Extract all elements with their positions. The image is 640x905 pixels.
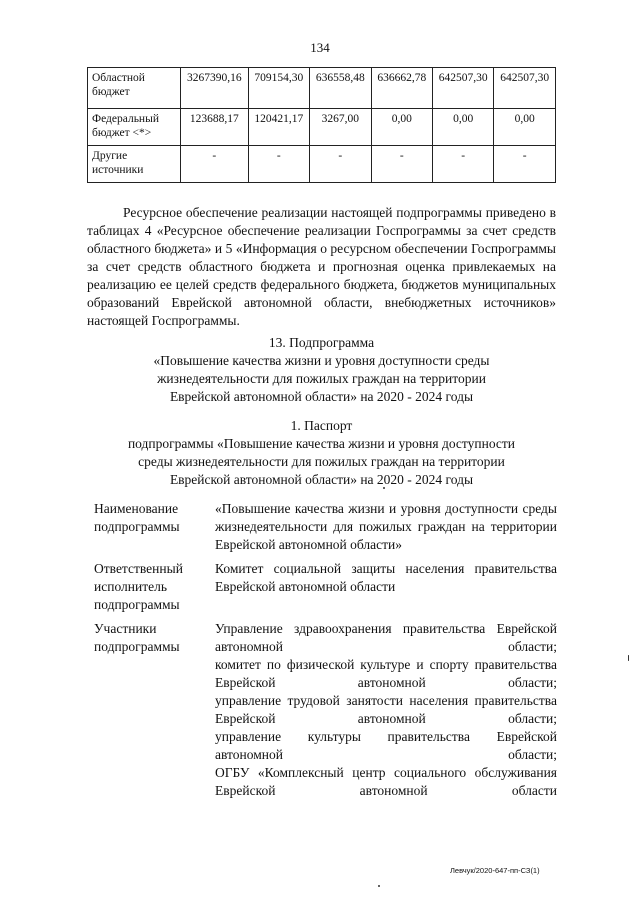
table-cell: - (248, 146, 309, 183)
table-cell: 3267,00 (310, 109, 371, 146)
table-cell: - (181, 146, 249, 183)
table-row (88, 68, 556, 109)
section-title-line: жизнедеятельности для пожилых граждан на территории (157, 371, 486, 386)
budget-table (87, 67, 556, 183)
participant-item: Управление здравоохранения правительства Еврейской автономной области; (215, 621, 557, 654)
table-cell: 709154,30 (248, 68, 309, 109)
passport-number: 1. Паспорт (290, 418, 353, 433)
passport-label: Наименование подпрограммы (94, 501, 180, 534)
participant-item: управление культуры правительства Еврейской автономной области; (215, 729, 557, 762)
section-number: 13. Подпрограмма (268, 335, 375, 350)
table-cell: 642507,30 (494, 68, 556, 109)
row-label: Областной бюджет (88, 68, 181, 109)
section-title-line: «Повышение качества жизни и уровня доступности среды (153, 353, 490, 368)
passport-title-line: среды жизнедеятельности для пожилых граждан на территории (138, 454, 505, 469)
stray-mark (378, 885, 380, 887)
document-code: Левчук/2020-647-пп-СЗ(1) (450, 866, 540, 875)
table-row (88, 146, 556, 183)
passport-value: «Повышение качества жизни и уровня доступности среды жизнедеятельности для пожилых граждан на территории Еврейской автономной области» (215, 501, 557, 552)
table-cell: - (310, 146, 371, 183)
table-cell: 0,00 (432, 109, 493, 146)
passport-title-line: Еврейской автономной области» на 2020 - 2024 годы (169, 472, 474, 487)
table-cell: - (432, 146, 493, 183)
table-cell: 120421,17 (248, 109, 309, 146)
page-number: 134 (310, 40, 330, 55)
table-cell: 3267390,16 (181, 68, 249, 109)
participants-list (215, 620, 557, 800)
table-cell: - (371, 146, 432, 183)
passport-heading (87, 417, 556, 489)
table-cell: 636662,78 (371, 68, 432, 109)
passport-label: Ответственный исполнитель подпрограммы (94, 561, 183, 612)
participant-item: комитет по физической культуре и спорту правительства Еврейской автономной области; (215, 657, 557, 690)
table-cell: 636558,48 (310, 68, 371, 109)
row-label: Федеральный бюджет <*> (88, 109, 181, 146)
paragraph-text: Ресурсное обеспечение реализации настоящей подпрограммы приведено в таблицах 4 «Ресурсное обеспечение реализации Госпрограммы за счет средств областного бюджета» и 5 «Информация о ресурсном обеспечении Госпрограммы за счет средств областного бюджета и прогнозная оценка привлекаемых на реализацию ее целей средств федерального бюджета, бюджетов муниципальных образований Еврейской автономной области, внебюджетных источников» настоящей Госпрограммы. (87, 205, 556, 328)
stray-mark (383, 487, 385, 489)
table-cell: 0,00 (494, 109, 556, 146)
passport-title-line: подпрограммы «Повышение качества жизни и уровня доступности (127, 436, 516, 451)
participant-item: управление трудовой занятости населения правительства Еврейской автономной области; (215, 693, 557, 726)
passport-value: Комитет социальной защиты населения правительства Еврейской автономной области (215, 561, 557, 594)
table-cell: - (494, 146, 556, 183)
table-cell: 0,00 (371, 109, 432, 146)
participant-item: ОГБУ «Комплексный центр социального обслуживания Еврейской автономной области (215, 765, 557, 798)
passport-label: Участники подпрограммы (94, 621, 180, 654)
stray-mark (628, 655, 629, 661)
table-row (88, 109, 556, 146)
section-title-line: Еврейской автономной области» на 2020 - 2024 годы (169, 389, 474, 404)
resource-paragraph (87, 204, 556, 330)
table-cell: 642507,30 (432, 68, 493, 109)
table-cell: 123688,17 (181, 109, 249, 146)
section-heading (87, 334, 556, 406)
row-label: Другие источники (88, 146, 181, 183)
